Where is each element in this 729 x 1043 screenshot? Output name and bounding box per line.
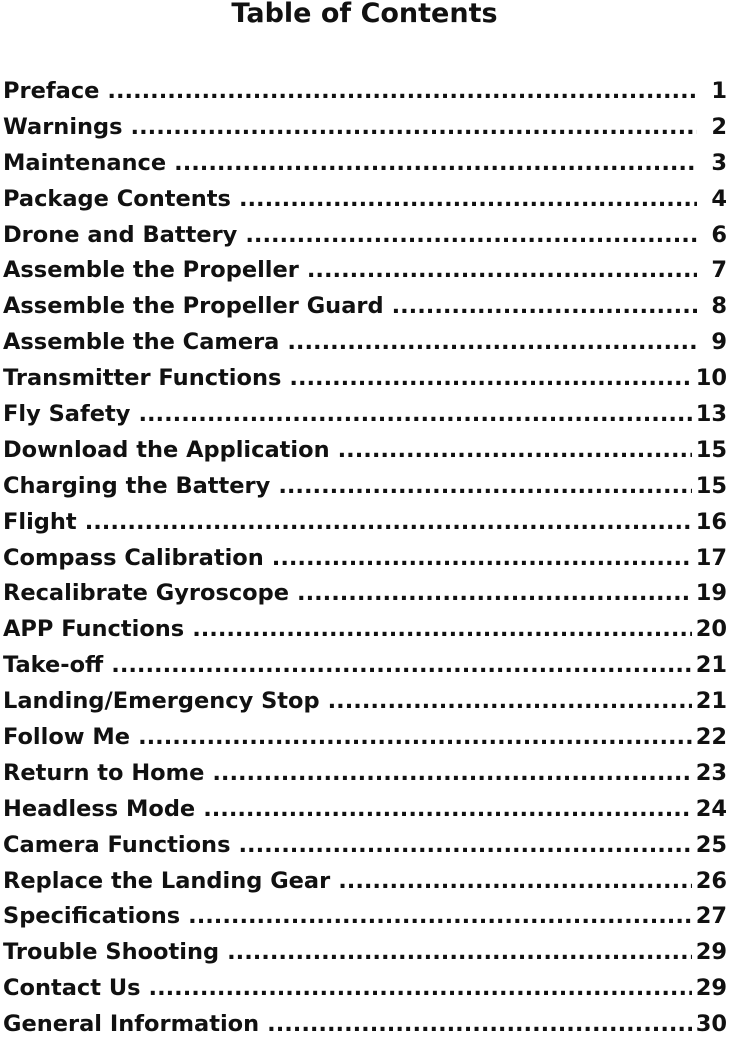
- toc-entry-page-number: 17: [695, 544, 727, 571]
- toc-entry[interactable]: [3, 469, 727, 505]
- toc-entry-page-number: 7: [711, 257, 727, 284]
- toc-entry[interactable]: [3, 684, 727, 720]
- toc-entry[interactable]: [3, 218, 727, 254]
- toc-entry-label: Assemble the Propeller Guard: [3, 293, 384, 320]
- page-title: Table of Contents: [231, 0, 498, 29]
- toc-entry[interactable]: [3, 146, 727, 182]
- dot-leader: [85, 505, 692, 541]
- toc-entry-label: APP Functions: [3, 616, 185, 643]
- toc-entry-page-number: 1: [711, 78, 727, 104]
- dot-leader: [188, 899, 692, 935]
- toc-entry-label: Assemble the Propeller: [3, 257, 299, 284]
- toc-entry-label: Recalibrate Gyroscope: [3, 580, 290, 607]
- dot-leader: [338, 433, 692, 469]
- toc-entry-page-number: 16: [695, 508, 727, 535]
- toc-entry-page-number: 15: [695, 472, 727, 499]
- toc-entry-page-number: 30: [695, 1011, 727, 1038]
- toc-entry[interactable]: [3, 110, 727, 146]
- toc-entry-label: Return to Home: [3, 759, 205, 786]
- toc-entry-page-number: 2: [711, 113, 727, 140]
- toc-entry-label: Flight: [3, 508, 77, 535]
- toc-entry-page-number: 24: [695, 795, 727, 822]
- toc-entry-page-number: 26: [695, 867, 727, 894]
- toc-entry[interactable]: [3, 899, 727, 935]
- toc-entry-label: Preface: [3, 78, 100, 104]
- toc-entry-label: Trouble Shooting: [3, 939, 220, 966]
- toc-entry-label: Drone and Battery: [3, 221, 238, 248]
- toc-entry[interactable]: [3, 361, 727, 397]
- toc-entry-page-number: 29: [695, 939, 727, 966]
- toc-entry-page-number: 9: [711, 329, 727, 356]
- toc-entry[interactable]: [3, 576, 727, 612]
- toc-entry-label: Landing/Emergency Stop: [3, 688, 320, 715]
- toc-entry-label: Take-off: [3, 652, 104, 679]
- dot-leader: [149, 971, 692, 1007]
- toc-entry[interactable]: [3, 864, 727, 900]
- dot-leader: [131, 110, 697, 146]
- toc-entry[interactable]: [3, 253, 727, 289]
- dot-leader: [227, 935, 692, 971]
- dot-leader: [174, 146, 697, 182]
- toc-entry-label: Contact Us: [3, 975, 141, 1002]
- toc-entry-label: Transmitter Functions: [3, 365, 282, 392]
- toc-entry-label: Compass Calibration: [3, 544, 264, 571]
- dot-leader: [287, 325, 697, 361]
- toc-entry[interactable]: [3, 935, 727, 971]
- toc-entry-page-number: 21: [695, 688, 727, 715]
- toc-entry-label: Specifications: [3, 903, 181, 930]
- toc-entry-label: Headless Mode: [3, 795, 196, 822]
- dot-leader: [111, 648, 691, 684]
- dot-leader: [192, 612, 692, 648]
- toc-entry[interactable]: [3, 325, 727, 361]
- dot-leader: [239, 182, 697, 218]
- dot-leader: [297, 576, 692, 612]
- toc-entry-label: Fly Safety: [3, 401, 131, 428]
- toc-entry-page-number: 3: [711, 149, 727, 176]
- toc-entry[interactable]: [3, 505, 727, 541]
- toc-entry-page-number: 27: [695, 903, 727, 930]
- dot-leader: [289, 361, 691, 397]
- toc-entry-label: Maintenance: [3, 149, 167, 176]
- toc-entry[interactable]: [3, 971, 727, 1007]
- toc-entry[interactable]: [3, 612, 727, 648]
- toc-entry-label: Download the Application: [3, 436, 330, 463]
- dot-leader: [138, 397, 691, 433]
- toc-entry-page-number: 21: [695, 652, 727, 679]
- toc-entry-label: Warnings: [3, 113, 123, 140]
- dot-leader: [328, 684, 692, 720]
- toc-entry[interactable]: [3, 182, 727, 218]
- dot-leader: [107, 74, 697, 110]
- toc-list: [3, 74, 727, 1043]
- toc-entry-page-number: 10: [695, 365, 727, 392]
- toc-entry-label: Replace the Landing Gear: [3, 867, 331, 894]
- toc-entry-page-number: 19: [695, 580, 727, 607]
- toc-entry[interactable]: [3, 433, 727, 469]
- dot-leader: [278, 469, 691, 505]
- toc-entry[interactable]: [3, 1007, 727, 1043]
- toc-entry[interactable]: [3, 648, 727, 684]
- dot-leader: [245, 218, 697, 254]
- toc-entry-page-number: 25: [695, 831, 727, 858]
- toc-entry-page-number: 6: [711, 221, 727, 248]
- toc-entry-page-number: 29: [695, 975, 727, 1002]
- toc-entry-label: Assemble the Camera: [3, 329, 280, 356]
- toc-entry[interactable]: [3, 756, 727, 792]
- dot-leader: [203, 792, 692, 828]
- toc-entry-page-number: 8: [711, 293, 727, 320]
- dot-leader: [272, 541, 692, 577]
- dot-leader: [238, 828, 691, 864]
- toc-entry-page-number: 13: [695, 401, 727, 428]
- toc-entry-label: Camera Functions: [3, 831, 231, 858]
- dot-leader: [212, 756, 691, 792]
- toc-entry[interactable]: [3, 397, 727, 433]
- dot-leader: [392, 289, 697, 325]
- toc-entry-label: Package Contents: [3, 185, 231, 212]
- toc-entry-label: Follow Me: [3, 724, 131, 751]
- toc-entry-page-number: 15: [695, 436, 727, 463]
- toc-entry-page-number: 22: [695, 724, 727, 751]
- dot-leader: [267, 1007, 692, 1043]
- toc-entry[interactable]: [3, 792, 727, 828]
- toc-entry[interactable]: [3, 828, 727, 864]
- toc-entry-page-number: 4: [711, 185, 727, 212]
- toc-entry[interactable]: [3, 74, 727, 110]
- toc-entry-page-number: 23: [695, 759, 727, 786]
- toc-entry-label: General Information: [3, 1011, 260, 1038]
- toc-entry[interactable]: [3, 289, 727, 325]
- dot-leader: [338, 864, 691, 900]
- toc-entry-page-number: 20: [695, 616, 727, 643]
- dot-leader: [138, 720, 692, 756]
- toc-entry-label: Charging the Battery: [3, 472, 271, 499]
- toc-entry[interactable]: [3, 720, 727, 756]
- dot-leader: [307, 253, 697, 289]
- toc-entry[interactable]: [3, 541, 727, 577]
